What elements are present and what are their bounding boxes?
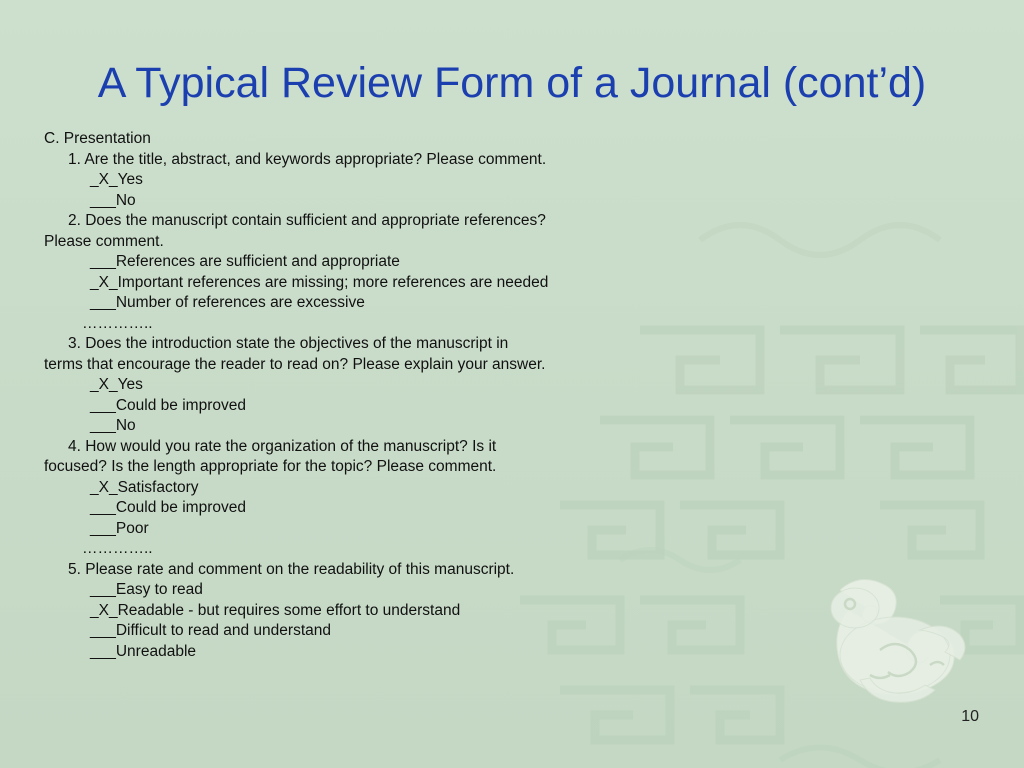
dragon-ornament-icon — [800, 570, 990, 710]
question-1: 1. Are the title, abstract, and keywords appropriate? Please comment. — [68, 150, 547, 168]
q1-option-no: ___No — [90, 191, 136, 209]
q3-option-no: ___No — [90, 417, 136, 434]
q3-option-could-be-improved: ___Could be improved — [90, 396, 246, 414]
q3-option-yes: _X_Yes — [90, 376, 143, 393]
question-3: 3. Does the introduction state the objectives of the manuscript in — [68, 335, 509, 352]
q4-option-satisfactory: _X_Satisfactory — [90, 478, 199, 496]
q4-option-poor: ___Poor — [90, 519, 149, 537]
q5-option-easy: ___Easy to read — [90, 581, 203, 598]
q5-option-unreadable: ___Unreadable — [90, 642, 197, 660]
review-form-body — [44, 129, 644, 662]
question-3-continued: terms that encourage the reader to read on? Please explain your answer. — [44, 355, 546, 373]
section-heading: C. Presentation — [44, 130, 151, 147]
q2-option-sufficient: ___References are sufficient and appropriate — [90, 253, 400, 270]
question-5: 5. Please rate and comment on the readability of this manuscript. — [68, 560, 515, 578]
question-4: 4. How would you rate the organization of the manuscript? Is it — [68, 437, 497, 455]
q5-option-readable: _X_Readable - but requires some effort to understand — [90, 601, 461, 619]
slide-title: A Typical Review Form of a Journal (cont’d) — [97, 59, 927, 107]
q5-option-difficult: ___Difficult to read and understand — [90, 622, 331, 639]
q4-ellipsis: ………….. — [82, 540, 153, 557]
question-2: 2. Does the manuscript contain sufficient and appropriate references? — [68, 212, 546, 229]
question-4-continued: focused? Is the length appropriate for the topic? Please comment. — [44, 458, 497, 475]
page-number: 10 — [961, 708, 979, 725]
q2-option-excessive: ___Number of references are excessive — [90, 294, 365, 311]
q2-ellipsis: ………….. — [82, 314, 153, 332]
question-2-continued: Please comment. — [44, 232, 164, 250]
q2-option-missing: _X_Important references are missing; more references are needed — [90, 273, 549, 291]
q4-option-could-be-improved: ___Could be improved — [90, 499, 246, 516]
q1-option-yes: _X_Yes — [90, 171, 143, 188]
